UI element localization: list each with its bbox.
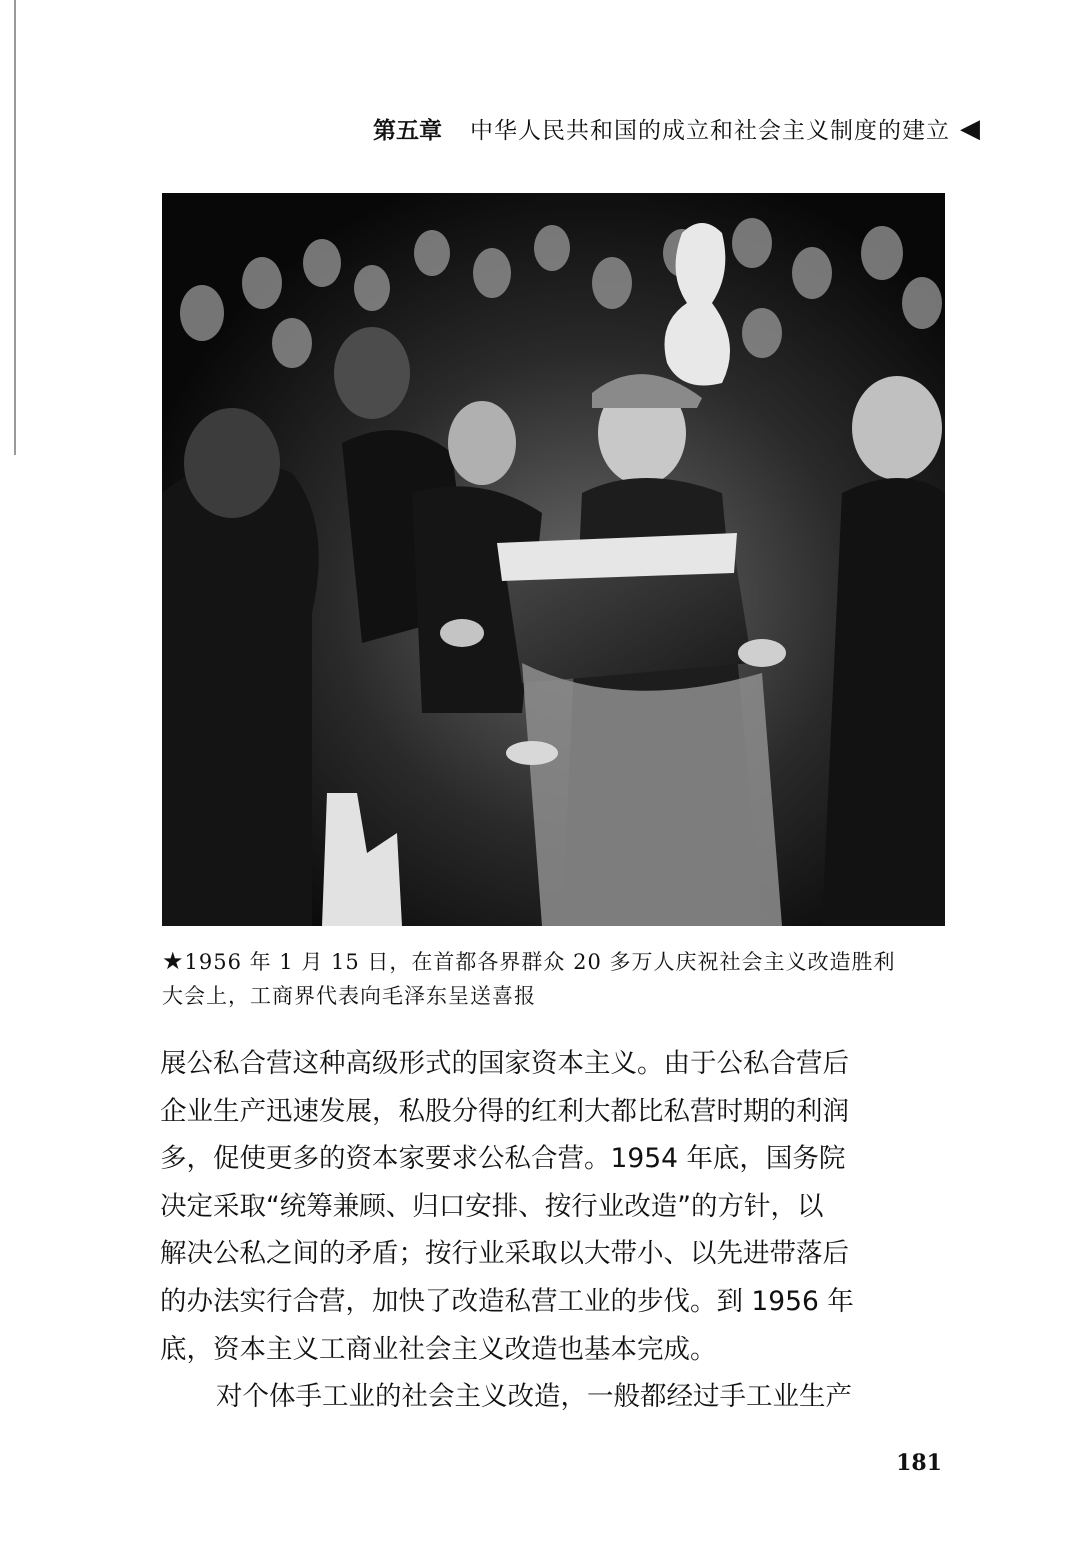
text-line: 解决公私之间的矛盾；按行业采取以大带小、以先进带落后 (160, 1238, 849, 1270)
scan-margin-line (14, 0, 16, 455)
caption-text-2: 大会上，工商界代表向毛泽东呈送喜报 (162, 984, 536, 1008)
page-number: 181 (896, 1450, 942, 1476)
text-line: 底，资本主义工商业社会主义改造也基本完成。 (160, 1333, 717, 1365)
figure-caption (162, 944, 952, 1013)
body-text (160, 1040, 950, 1421)
text-line: 对个体手工业的社会主义改造，一般都经过手工业生产 (216, 1381, 852, 1413)
star-icon: ★ (162, 947, 185, 975)
paragraph-2 (160, 1373, 950, 1421)
chapter-title: 中华人民共和国的成立和社会主义制度的建立 (470, 118, 950, 144)
caption-line-1 (162, 944, 952, 979)
historical-photo (162, 193, 945, 926)
photo-crowd-illustration (162, 193, 945, 926)
chapter-label: 第五章 (373, 118, 442, 144)
text-line: 决定采取“统筹兼顾、归口安排、按行业改造”的方针，以 (160, 1190, 824, 1222)
running-header (373, 112, 980, 145)
paragraph-1 (160, 1040, 950, 1373)
text-line: 多，促使更多的资本家要求公私合营。1954 年底，国务院 (160, 1143, 846, 1175)
caption-text-1: 1956 年 1 月 15 日，在首都各界群众 20 多万人庆祝社会主义改造胜利 (184, 950, 896, 974)
left-triangle-icon: ◀ (960, 113, 980, 144)
text-line: 展公私合营这种高级形式的国家资本主义。由于公私合营后 (160, 1048, 849, 1079)
text-line: 企业生产迅速发展，私股分得的红利大都比私营时期的利润 (160, 1095, 849, 1127)
text-line: 的办法实行合营，加快了改造私营工业的步伐。到 1956 年 (160, 1285, 854, 1317)
